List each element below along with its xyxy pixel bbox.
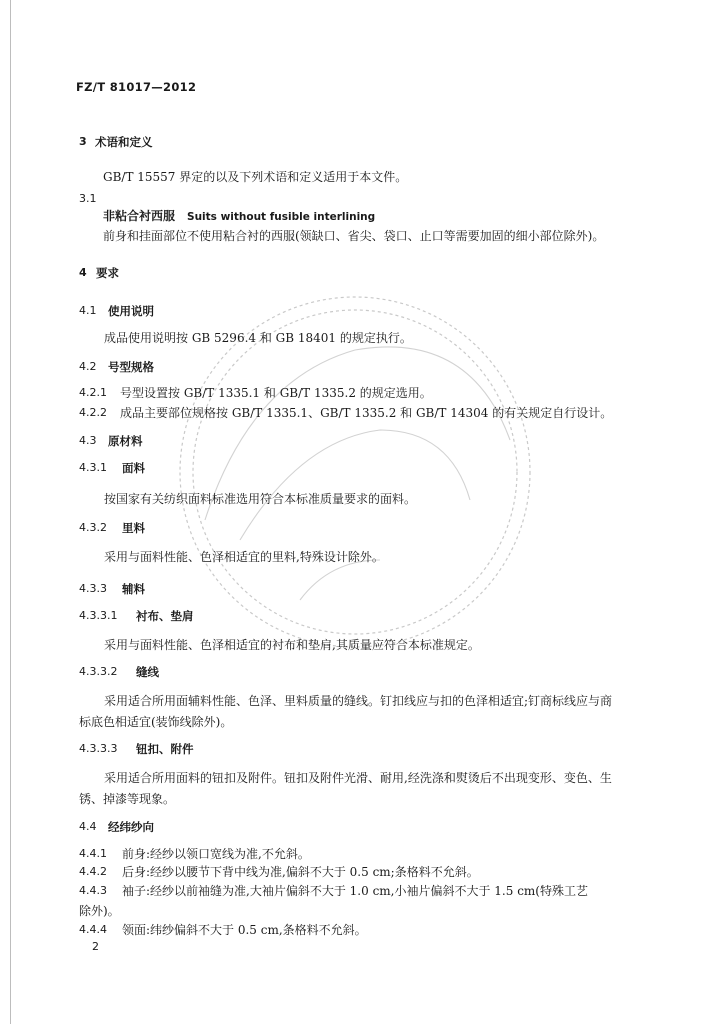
page-number: 2 — [92, 940, 99, 953]
section-4-4-3-text-line2: 除外)。 — [79, 904, 120, 918]
term-3-1-definition: 前身和挂面部位不使用粘合衬的西服(领缺口、省尖、袋口、止口等需要加固的细小部位除外)。 — [103, 229, 605, 243]
section-4-3-3-2-title: 缝线 — [136, 665, 159, 679]
section-4-3-3-1-text: 采用与面料性能、色泽相适宜的衬布和垫肩,其质量应符合本标准规定。 — [104, 638, 480, 652]
section-4-4-1-num: 4.4.1 — [79, 847, 107, 860]
section-4-2-1-text: 号型设置按 GB/T 1335.1 和 GB/T 1335.2 的规定选用。 — [120, 386, 432, 400]
section-4-3-2-title: 里料 — [122, 521, 145, 535]
term-3-1-heading — [103, 209, 375, 224]
section-4-3-3-1-title: 衬布、垫肩 — [136, 609, 194, 623]
section-4-3-3-num: 4.3.3 — [79, 582, 107, 595]
standard-code: FZ/T 81017—2012 — [76, 80, 197, 94]
section-4-3-3-1-num: 4.3.3.1 — [79, 609, 118, 622]
section-4-1-text: 成品使用说明按 GB 5296.4 和 GB 18401 的规定执行。 — [104, 331, 412, 345]
section-4-4-2-text: 后身:经纱以腰节下背中线为准,偏斜不大于 0.5 cm;条格料不允斜。 — [122, 865, 479, 879]
section-4-1-title: 使用说明 — [108, 304, 154, 318]
section-3-title: 术语和定义 — [95, 135, 153, 149]
section-4-4-1-text: 前身:经纱以领口宽线为准,不允斜。 — [122, 847, 310, 861]
section-4-2-num: 4.2 — [79, 360, 97, 373]
section-4-3-1-title: 面料 — [122, 461, 145, 475]
section-4-3-num: 4.3 — [79, 434, 97, 447]
section-4-4-3-text-line1: 袖子:经纱以前袖缝为准,大袖片偏斜不大于 1.0 cm,小袖片偏斜不大于 1.5 cm(特殊工艺 — [122, 884, 588, 898]
section-4-4-4-text: 领面:纬纱偏斜不大于 0.5 cm,条格料不允斜。 — [122, 923, 367, 937]
term-en: Suits without fusible interlining — [187, 211, 376, 223]
term-3-1-num: 3.1 — [79, 192, 97, 205]
section-3-num: 3 — [79, 135, 87, 148]
section-4-3-3-title: 辅料 — [122, 582, 145, 596]
section-4-3-3-3-text-line1: 采用适合所用面料的钮扣及附件。钮扣及附件光滑、耐用,经洗涤和熨烫后不出现变形、变色、生 — [104, 771, 612, 785]
section-4-3-1-text: 按国家有关纺织面料标准选用符合本标准质量要求的面料。 — [104, 492, 417, 506]
section-4-3-3-2-num: 4.3.3.2 — [79, 665, 118, 678]
section-3-intro: GB/T 15557 界定的以及下列术语和定义适用于本文件。 — [103, 170, 408, 184]
section-4-title: 要求 — [96, 266, 119, 280]
section-4-4-2-num: 4.4.2 — [79, 865, 107, 878]
section-4-3-3-3-text-line2: 锈、掉漆等现象。 — [79, 792, 176, 806]
section-4-4-title: 经纬纱向 — [108, 820, 154, 834]
section-4-2-title: 号型规格 — [108, 360, 154, 374]
section-4-4-4-num: 4.4.4 — [79, 923, 107, 936]
section-4-3-3-2-text-line1: 采用适合所用面辅料性能、色泽、里料质量的缝线。钉扣线应与扣的色泽相适宜;钉商标线应与商 — [104, 694, 613, 708]
section-4-3-3-3-num: 4.3.3.3 — [79, 742, 118, 755]
section-4-3-title: 原材料 — [108, 434, 143, 448]
section-4-3-1-num: 4.3.1 — [79, 461, 107, 474]
section-4-4-num: 4.4 — [79, 820, 97, 833]
section-4-2-1-num: 4.2.1 — [79, 386, 107, 399]
section-4-1-num: 4.1 — [79, 304, 97, 317]
section-4-2-2-text: 成品主要部位规格按 GB/T 1335.1、GB/T 1335.2 和 GB/T 14304 的有关规定自行设计。 — [120, 406, 613, 420]
section-4-3-2-text: 采用与面料性能、色泽相适宜的里料,特殊设计除外。 — [104, 550, 384, 564]
section-4-num: 4 — [79, 266, 87, 279]
term-cn: 非粘合衬西服 — [103, 209, 176, 223]
section-4-3-3-3-title: 钮扣、附件 — [136, 742, 194, 756]
section-4-4-3-num: 4.4.3 — [79, 884, 107, 897]
section-4-3-3-2-text-line2: 标底色相适宜(装饰线除外)。 — [79, 715, 233, 729]
section-4-2-2-num: 4.2.2 — [79, 406, 107, 419]
section-4-3-2-num: 4.3.2 — [79, 521, 107, 534]
